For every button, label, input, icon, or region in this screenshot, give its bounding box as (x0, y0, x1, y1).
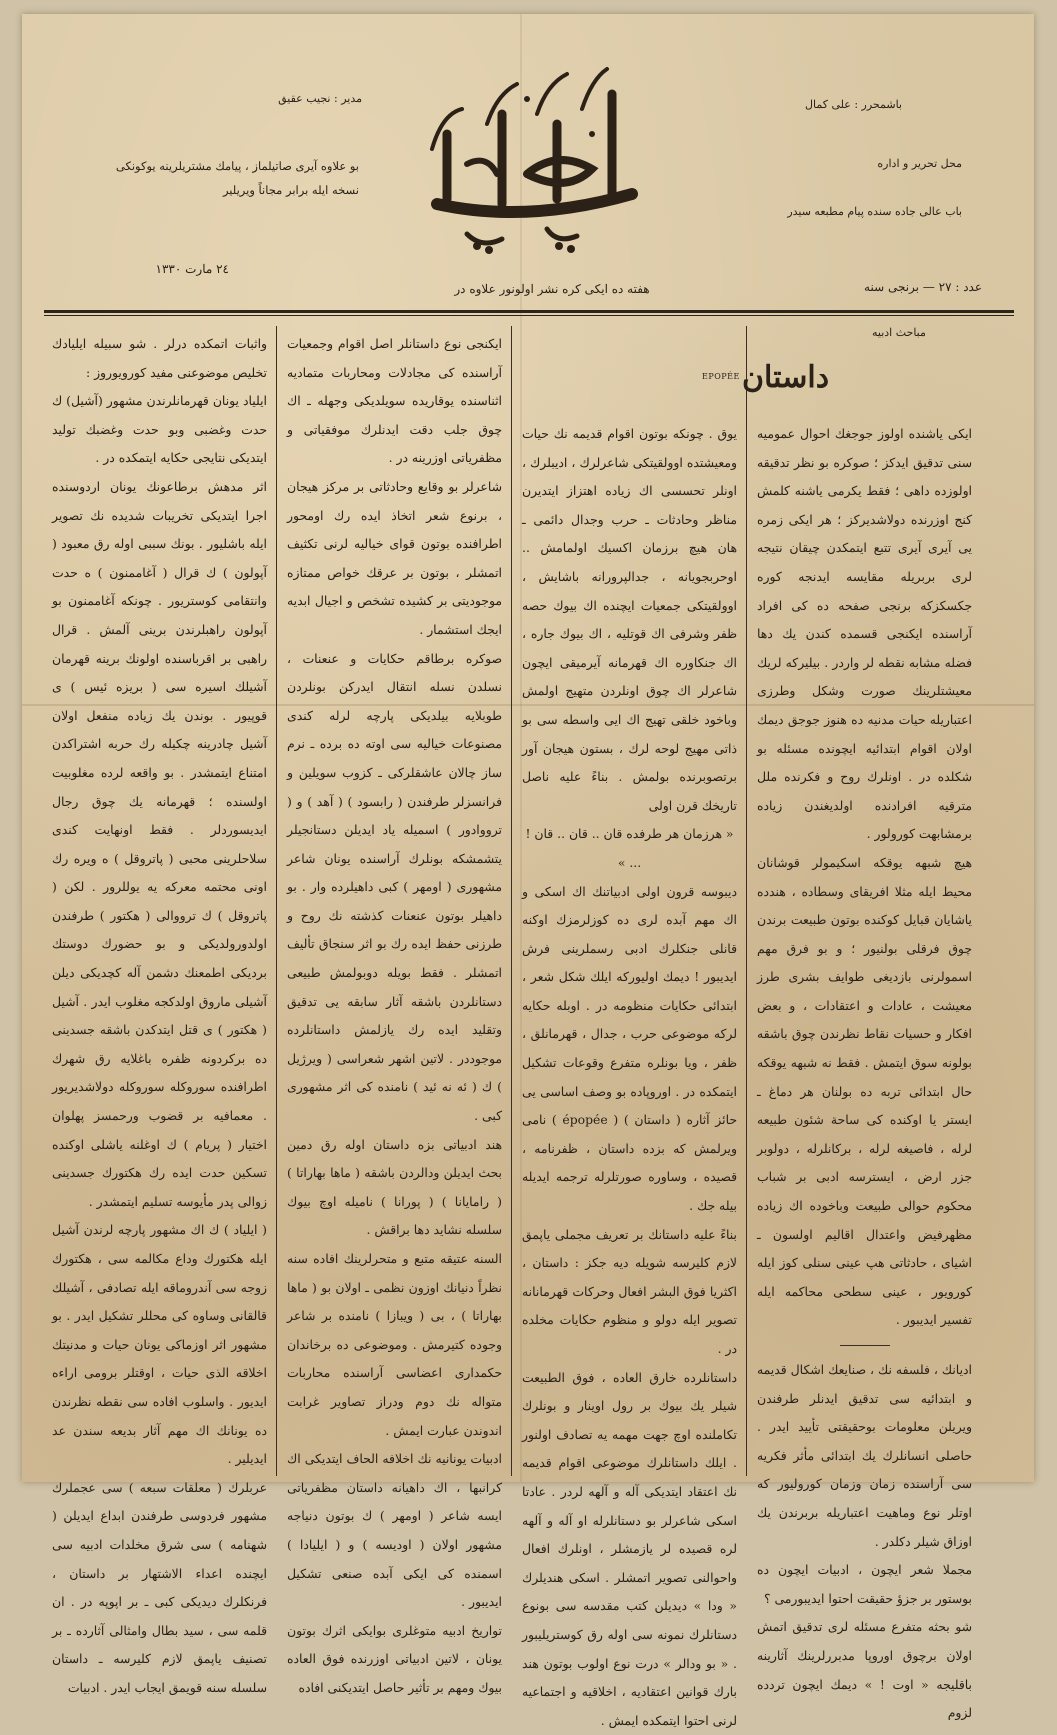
paragraph: داستانلرده خارق العاده ، فوق الطبیعت شیلر یك بیوك بر رول اوینار و بونلرك تکاملنده اوچ جهت مهمه یه تصادف اولنور . ایلك داستانلرك موضوعی اقوام قدیمه نك اعتقاد ایتدیکی آله و آلهه لردر . عادتا اسکی شاعرلر بو دستانلرله او آله و آلهه لره قصیده لر یازمشلر ، اونلرك افعال واحوالنی تصویر اتمشلر . اسکی هندیلرك « ودا » دیدیلن کتب مقدسه سی بونوع دستانلرك نمونه سی اوله رق کوستریلیبور . « بو ودالر » درت نوع اولوب بوتون هند بارك قوانین اعتقادیه ، اخلاقیه و اجتماعیه لرنی احتوا ایتمکده ایمش . (522, 1369, 737, 1728)
paragraph: هیچ شبهه یوقکه اسکیمولر قوشانان محیط ایله مثلا افریقای وسطاده ، هندده یاشایان قبایل کوکنده بوتون طبیعت برندن چوق فرقلی بولنیور ؛ و بو فرق مهم اسمولرنی بازدیغی طوایف بشری طرز معیشت ، عادات و اعتقادات ، و بعض افکار و حسیات نقاط نظرندن چوق باشقه بولونه سوق ایتمش . فقط نه شبهه یوقکه حال ابتدائی تربه ده بولنان هر دماغ ـ ایستر یا اوکنده کی ساحة شئون طبیعه لرله ، فاصیغه لرله ، برکانلرله ، دولوبر جزر ارض ، ایسترسه ادبی بر شباب محکوم حوالی طبیعت وباخوده اك زیاده مظهرفیض واعتدال اقالیم اولسون ـ اشیای ، حادثاتی هپ عینی سنلی کوز ایله کورویور ، عینی سطحی محاکمه ایله تفسیر ایدیبور . (757, 854, 972, 1328)
paragraph: یوق . چونکه بوتون اقوام قدیمه نك حیات ومعیشتده اوولقیتکی شاعرلرك ، ادیبلرك ، اونلر تحسسی اك زیاده اهتزاز ایتدیرن مناظر وحادثات ـ حرب وجدال دائمی ـ هان هیچ برزمان اکسیك اولمامش .. اوحربجویانه ، جدالپرورانه باشایش ، اوولقیتکی جمعیات ایچنده اك بیوك حصه ظفر وشرفی اك قوتلیه ، اك بیوك جاره ، اك جنکاوره اك قهرمانه آیرمیقی ایچون شاعرلر اك چوق اونلردن متهیج اولمش وباخود خلقی تهیج اك ایی واسطه سی بو ذاتی مهیج لوحه لرك ، بستون هیجان آور برتصوبرنده بولمش . بناءً علیه ناصل تاریخك قرن اولی (522, 426, 737, 813)
paragraph: ایکنجی نوع داستانلر اصل اقوام وجمعیات آراسنده کی مجادلات ومحاربات متمادیه اثناسنده یوقاریده سویلدیکی وجهله ـ اك چوق جلب دقت ایدنلرك موفقیاتی و مظفریاتی اوزرینه در . (287, 336, 502, 466)
paragraph: شو بحثه متفرع مسئله لری تدقیق اتمش اولان برچوق اوروپا مدبررلرینك آثارینه باقلیجه « اوت ! » دیمك ایچون تردده لزوم (757, 1619, 972, 1721)
paragraph: تواریخ ادبیه متوغلری بوایکی اثرك بوتون یونان ، لاتین ادبیاتی اوزرنده فوق العاده بیوك ومهم بر تأثیر حاصل ایتدیکنی افاده (287, 1622, 502, 1695)
supplement-notice-line-1: بو علاوه آیری صاتیلماز ، پیامك مشتریلرینه یوکونکی (115, 159, 359, 173)
section-separator (840, 1345, 890, 1346)
paragraph: صوکره برطاقم حکایات و عنعنات ، نسلدن نسله انتقال ایدرکن بونلردن طوبلایه بیلدیکی پارچه لرله کندی مصنوعات خیالیه سی اوته ده برده ـ نرم ساز چالان عاشقلرکی ـ کزوب سویلین و فرانسزلر طرفندن ( رابسود ) ( آهد ) و ( ترووادور ) اسمیله یاد ایدیلن دستانجیلر یتشمشکه بونلرك آراسنده یونان شاعر مشهوری ( اومهر ) کبی داهیلرده وار . بو داهیلر بوتون عنعنات کذشته نك روح و طرزنی حفظ ایده رك بو اثر سنجاق تألیف اتمشلر . فقط بویله دوبولمش طبیعی دستانلردن باشقه آثار سابقه یی تدقیق وتقلید ایده رك یازلمش داستانلرده موجوددر . لاتین اشهر شعراسی ( ویرژیل ) ك ( ئه نه ئید ) نامنده کی اثر مشهوری کبی . (287, 650, 502, 1124)
payam-calligraphy-logo (407, 54, 657, 259)
text-column-1 (52, 330, 267, 1695)
office-address (722, 140, 962, 236)
office-line-1: محل تحریر و اداره (877, 157, 962, 170)
article-title: داستان (742, 360, 830, 395)
chief-writer-label: باشمحرر : علی کمال (805, 98, 902, 111)
paragraph: هند ادبیاتی بزه داستان اوله رق دمین بحث ایدیلن ودالردن باشقه ( ماها بهاراتا ) ( رامایانا ) ( پورانا ) نامیله اوچ بیوك سلسله نشاید دها براقش . (287, 1136, 502, 1238)
issue-number: عدد : ۲۷ — برنجی سنه (864, 280, 982, 294)
masthead-thick-rule (44, 310, 1014, 313)
paragraph: السنه عتیقه متبع و متحرلرینك افاده سنه نظراً دنیانك اوزون نظمی ـ اولان بو ( ماها بهاراتا ) ، بی ( ویبازا ) نامنده بر شاعر وجوده کتیرمش . وموضوعی ده برخاندان حکمداری اعضاسی آراسنده محاربات متواله نك دوم ودراز تصاویر غرابت اندوندن عبارت ایمش . (287, 1251, 502, 1438)
text-column-2 (287, 330, 502, 1695)
supplement-notice-line-2: نسخه ایله برابر مجاناً ویریلیر (222, 183, 359, 197)
text-column-3 (522, 420, 737, 1728)
office-line-2: باب عالی جاده سنده پیام مطبعه سیدر (787, 205, 962, 218)
newspaper-page (22, 14, 1034, 1728)
paragraph: اثر مدهش برطاعونك یونان اردوسنده اجرا ایتدیکی تخریبات شدیده نك تصویر ایله باشلیور . بونك سببی اوله رق معبود ( آپولون ) ك قرال ( آغاممنون ) ه حدت وانتقامی کوستریور . چونکه آغاممنون بو آپولون راهبلرندن برینی آلمش . قرال راهبی بر اقرباسنده اولونك برینه قهرمان آشیلك اسیره سی ( بریزه ئیس ) ی قوپیور . بوندن یك زیاده منفعل اولان آشیل چادرینه چکیله رك حربه اشتراکدن امتناع ایتمشدر . بو واقعه لرده مغلوبیت اولسنده ؛ قهرمانه یك چوق رجال ایدیسوردلر . فقط اونهایت کندی سلاحلرینی محبی ( پاتروقل ) ه ویره رك اونی محتمه معرکه یه یوللرور . لکن ( پاتروقل ) ك ترووالی ( هکتور ) طرفندن اولدورولدیکی و بو حضورك دوستك بردیکی اطمعنك دشمن آله کچدیکی دیلن آشیلی ماروق اولدکجه مغلوب ایدر . آشیل ( هکتور ) ی قتل ایتدکدن باشقه جسدینی ده برکردونه ظفره باغلایه رق شهرك اطرافنده سوروکله سوروکله دولاشدیریور . معمافیه بر قضوب ورحمسز پهلوان اختیار ( پریام ) ك اوغلنه یاشلی اوکنده تسکین حدت ایده رك هکتورك جسدینی زوالی پدر مأیوسه تسلیم ایتمشدر . (52, 478, 267, 1209)
article-title-latin: EPOPÉE (702, 372, 740, 381)
paragraph: ( ایلیاد ) ك اك مشهور پارچه لرندن آشیل ایله هکتورك وداع مکالمه سی ، هکتورك زوجه سی آندروماقه ایله تصادفی ، آشیلك قالقانی وساوه کی محللر تشکیل ایدر . بو مشهور اثر اوزماکی یونان حیات و مدنیتك اخلاقه الذی حیات ، اوقتلر برومی اراءه ایدیور . واسلوب افاده سی نقطه نظرندن ده یونانك اك مهم آثار بدیعه سندن عد ایدیلیر . (52, 1222, 267, 1467)
masthead-thin-rule (44, 315, 1014, 316)
paragraph: دیبوسه قرون اولی ادبیاتنك اك اسکی و اك مهم آبده لری ده کوزلرمزك اوکنه قانلی جنکلرك ادبی رسملرینی فرش ایدیبور ! دیمك اولیورکه ایلك شکل شعر ، ابتدائی حکایات منظومه در . اوبله حکایه لرکه موضوعی حرب ، جدال ، قهرمانلق ، ظفر ، ویا بونلره متفرع وقوعات تشکیل ایتمکده در . اوروپاده بو وصف اساسی یی حائز آثاره ( داستان ) ( épopée ) نامی ویرلمش که بزده داستان ، ظفرنامه ، قصیده ، وساوره صورتلرله ترجمه ایدیله بیله جك . (522, 883, 737, 1214)
paragraph: ایلیاد یونان قهرمانلرندن مشهور (آشیل) ك حدت وغضبی وبو حدت وغضبك تولید ایتدیکی نتایجی حکایه ایتمکده در . (52, 393, 267, 466)
paragraph: مجملا شعر ایچون ، ادبیات ایچون ده بوستور بر جزؤ حقیقت احتوا ایدیبورمی ؟ (757, 1562, 972, 1606)
paragraph: عربلرك ( معلقات سبعه ) سی عجملرك مشهور فردوسی طرفندن ابداع ایدیلن ( شهنامه ) سی شرق مخلدات ادبیه سی ایچنده اعداء الاشتهار بر داستان ، فرنکلرك دیدیکی کبی ـ بر اپوپه در . ان قلمه سی ، سید بطال وامثالی آثارده ـ بر تصنیف یاپمق لازم کلیرسه ـ داستان سلسله سنه قویمق ایجاب ایدر . ادبیات (52, 1479, 267, 1695)
paragraph: واثبات اتمکده درلر . شو سبیله ایلیادك تخلیص موضوعنی مفید کورویوروز : (52, 336, 267, 380)
section-label: مباحث ادبیه (872, 326, 926, 339)
column-divider (276, 326, 277, 1476)
editor-label: مدیر : نجیب عقیق (278, 92, 362, 105)
paragraph: شاعرلر بو وقایع وحادثاتی بر مرکز هیجان ، برنوع شعر اتخاذ ایده رك اومحور اطرافنده بوتون قوای خیالیه لرنی تکثیف اتمشلر ، بوتون بر عرقك خواص ممتازه موجودیتی بر کشیده تشخص و اجیال ابدیه ایجك استشمار . (287, 478, 502, 637)
column-divider (511, 326, 512, 1476)
paragraph: ایکی یاشنده اولوز جوجغك احوال عمومیه سنی تدقیق ایدکز ؛ صوکره بو نظر تدقیقه اولوزده داهی ؛ فقط یکرمی یاشنه کلمش کنج اوزرنده دولاشدیرکز ؛ هر ایکی زمره یی آیری آیری تتبع ایتمکدن چیقان نتیجه لری بربریله مقایسه ایدنجه کوره جکسکزکه برنجی صفحه ده کی افراد آراسنده ایکنجی قسمده کندن یك دها فضله مشابه نقطه لر واردر . بیلیرکه لریك معیشتلرینك صورت وشکل وطرزی اعتباریله حیات مدنیه ده هنوز جوجق دیمك اولان اقوام ابتدائیه ایچونده مسئله بو شکلده در . اونلرك روح و فکرنده ملل مترقیه افرادنده اولدیغندن زیاده برمشابهت کورولور . (757, 426, 972, 842)
paragraph: بناءً علیه داستانك بر تعریف مجملی یاپمق لازم کلیرسه شویله دیه جکز : داستان ، اکثریا فوق البشر افعال وحرکات قهرمانانه تصویر ایله دولو و منظوم حکایات مخلده در . (522, 1226, 737, 1356)
paragraph: ادبیات یونانیه نك اخلافه الحاف ایتدیکی اك کرانبها ، اك داهیانه داستان مظفریاتی ایسه شاعر ( اومهر ) ك بوتون دنیاجه مشهور اولان ( اودیسه ) و ( ایلیادا ) اسمنده کی ایکی آبده صنعی تشکیل ایدیبور . (287, 1451, 502, 1610)
calligraphy-logo-icon (407, 54, 657, 259)
paragraph: ادیانك ، فلسفه نك ، صنایعك اشکال قدیمه و ابتدائیه سی تدقیق ایدنلر طرفندن ویریلن معلومات بوحقیقتی تأیید ایدر . حاصلی انسانلرك یك ابتدائی مأثر فکریه سی آراسنده زمان وزمان کورولیور که اوتلر نوع وماهیت اعتباریله بربرندن یك اوزاق شیلر دکلدر . (757, 1362, 972, 1549)
masthead (22, 14, 1034, 314)
publication-frequency: هفته ده ایکی کره نشر اولونور علاوه در (454, 282, 650, 296)
text-column-4 (757, 420, 972, 1721)
column-divider (746, 326, 747, 1476)
quote-line: « هرزمان هر طرفده قان .. قان .. قان ! ... » (525, 826, 734, 870)
supplement-notice (74, 154, 359, 202)
issue-date: ۲٤ مارت ۱۳۳۰ (155, 262, 229, 276)
